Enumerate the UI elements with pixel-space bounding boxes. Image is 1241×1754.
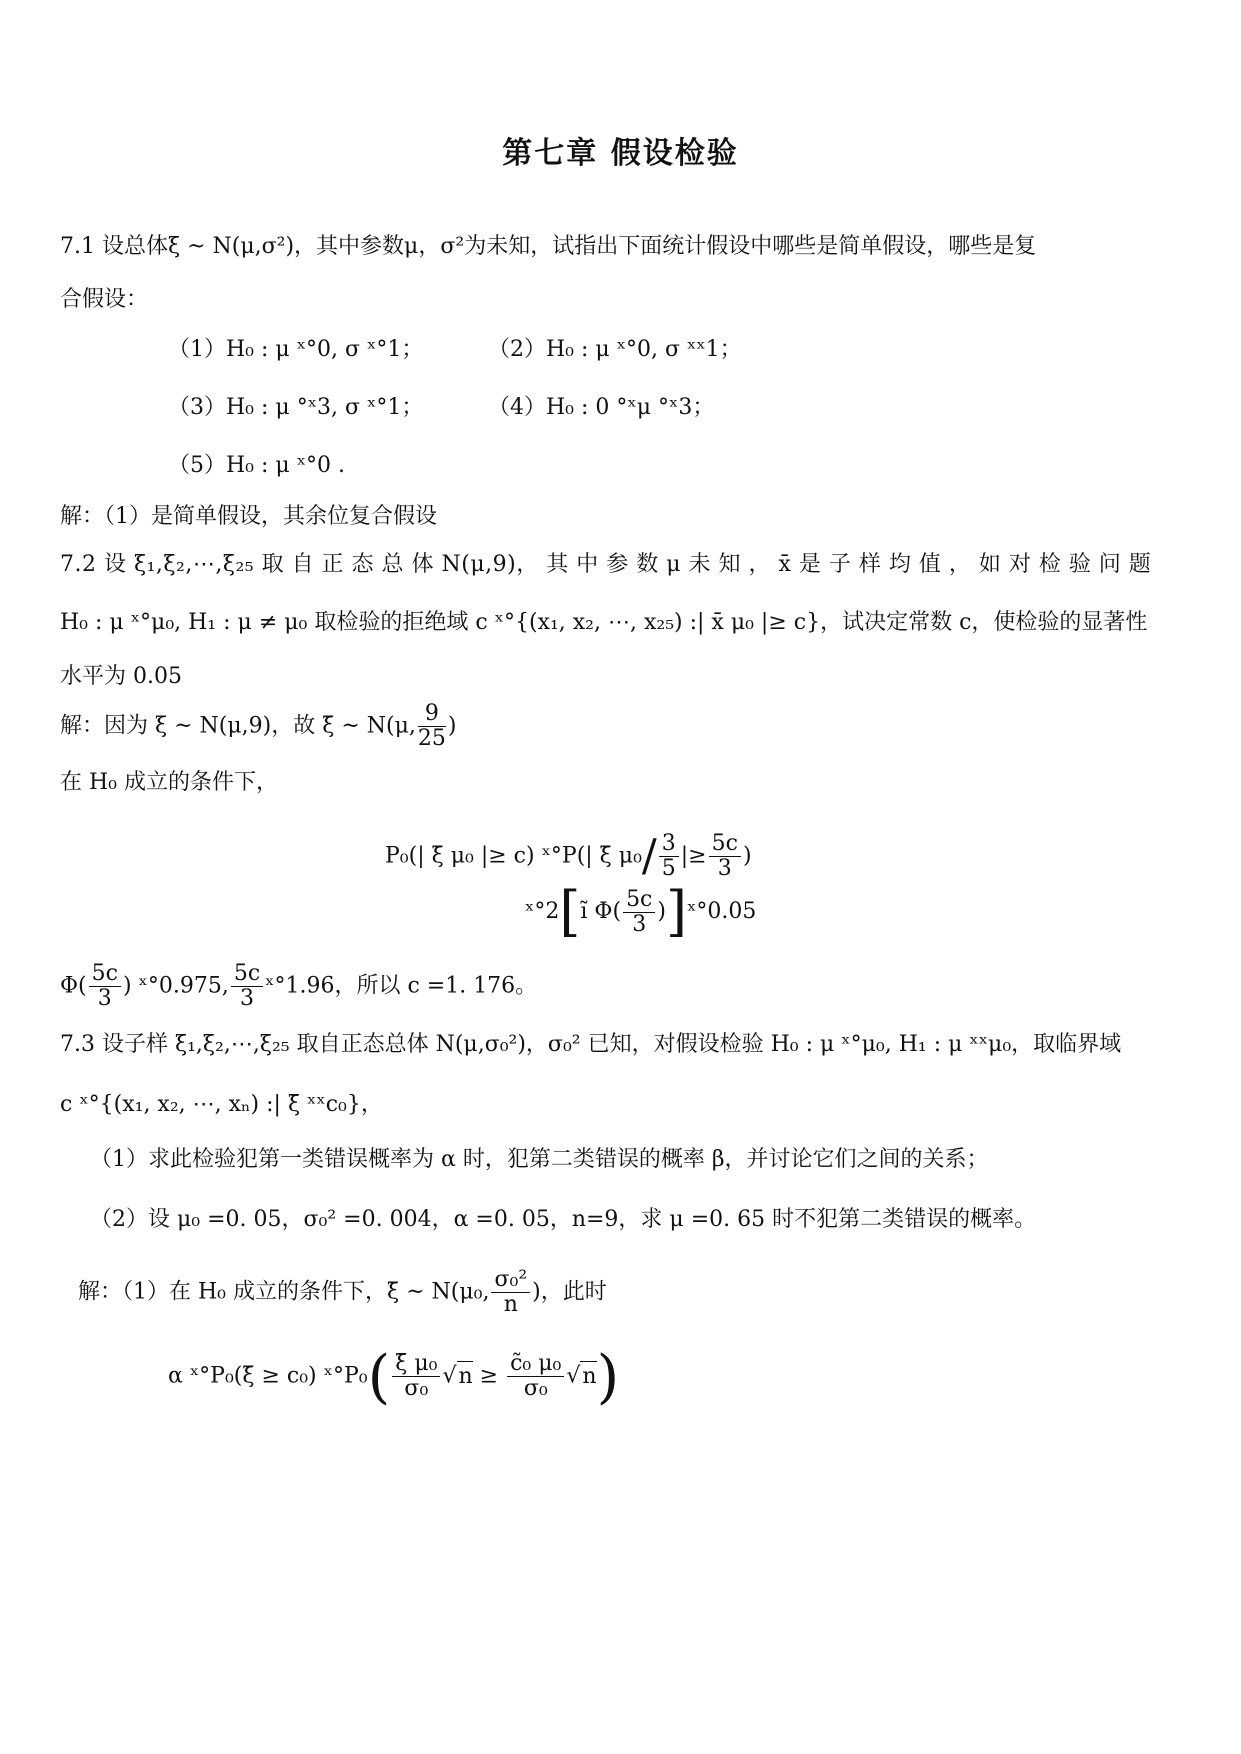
fraction-denominator: 3 — [717, 856, 732, 881]
eq2-fraction-5c-3 — [623, 888, 655, 937]
eq1-end: ) — [742, 843, 752, 869]
fraction-denominator: 3 — [239, 986, 254, 1011]
alpha-left: α ˣ°P₀(ξ̄ ≥ c₀) ˣ°P₀ — [168, 1363, 368, 1389]
problem-7-2-line2: H₀ : μ ˣ°μ₀, H₁ : μ ≠ μ₀ 取检验的拒绝域 c ˣ°{(x₁, x₂, ⋯, x₂₅) :| x̄ μ₀ |≥ c}，试决定常数 c，使检验的显著性 — [60, 610, 1148, 635]
fraction-numerator: 5c — [623, 888, 655, 913]
fraction-denominator: 5 — [661, 856, 676, 881]
result-fraction-5c-3 — [89, 962, 121, 1011]
problem-7-2-result — [60, 962, 1190, 1011]
result-fraction-5c-3-b — [231, 962, 263, 1011]
fraction-9-25 — [418, 702, 446, 751]
problem-7-1-intro: 7.1 设总体ξ ~ N(μ,σ²)，其中参数μ，σ²为未知，试指出下面统计假设中哪些是简单假设，哪些是复 — [60, 234, 1037, 259]
hypothesis-5: （5）H₀ : μ ˣ°0 . — [168, 453, 345, 478]
fraction-numerator: σ₀² — [491, 1268, 530, 1293]
equation-probability-1: P₀(| ξ̄ μ₀ |≥ c) ˣ°P(| ξ̄ μ₀/ $\frac{3}{5}$ |≥ $\frac{5c}{3}$ ) — [385, 830, 752, 882]
problem-7-3-line2: c ˣ°{(x₁, x₂, ⋯, xₙ) :| ξ̄ ˣˣc₀}， — [60, 1092, 383, 1117]
eq2-right: ˣ°0.05 — [687, 899, 757, 924]
fraction-sigma-n — [491, 1268, 530, 1317]
result-phi: Φ( — [60, 973, 87, 999]
fraction-numerator: 3 — [659, 832, 679, 857]
hypothesis-3: （3）H₀ : μ °ˣ3, σ ˣ°1； — [168, 395, 424, 420]
alpha-fraction-2 — [507, 1352, 564, 1401]
sqrt-n: n — [580, 1361, 596, 1392]
hypothesis-4: （4）H₀ : 0 °ˣμ °ˣ3； — [488, 395, 715, 420]
solution-close: ) — [447, 713, 457, 739]
alpha-fraction-1 — [392, 1352, 440, 1401]
fraction-denominator: σ₀ — [404, 1376, 429, 1401]
eq2-close: ) — [657, 899, 666, 924]
hypothesis-1: （1）H₀ : μ ˣ°0, σ ˣ°1； — [168, 337, 424, 362]
fraction-denominator: 3 — [97, 986, 112, 1011]
fraction-numerator: 5c — [709, 832, 741, 857]
eq1-mid: |≥ — [680, 843, 707, 869]
result-conclusion: ˣ°1.96，所以 c =1. 176。 — [265, 973, 538, 999]
fraction-numerator: 5c — [89, 962, 121, 987]
sqrt-n: n — [457, 1361, 473, 1392]
problem-7-2-line3: 水平为 0.05 — [60, 664, 182, 689]
problem-7-3-question-1: （1）求此检验犯第一类错误概率为 α 时，犯第二类错误的概率 β，并讨论它们之间的关系； — [90, 1147, 989, 1172]
solution-text: 解：因为 ξ ~ N(μ,9)，故 ξ̄ ~ N(μ, — [60, 713, 416, 739]
equation-alpha: α ˣ°P₀(ξ̄ ≥ c₀) ˣ°P₀( $\frac{\text{ξ̄ μ₀}}{\text{σ₀}}$ √n ≥ $\frac{\text{c̃₀ μ₀}}{\text{σ₀}}$ √n) — [168, 1342, 620, 1411]
problem-7-1-answer: 解：（1）是简单假设，其余位复合假设 — [60, 504, 437, 529]
eq2-left: ˣ°2 — [525, 899, 560, 924]
fraction-numerator: c̃₀ μ₀ — [507, 1352, 564, 1377]
fraction-denominator: n — [503, 1292, 518, 1317]
fraction-denominator: 25 — [417, 726, 446, 751]
solution-suffix: )，此时 — [532, 1279, 607, 1305]
fraction-numerator: 5c — [231, 962, 263, 987]
problem-7-3-line1: 7.3 设子样 ξ₁,ξ₂,⋯,ξ₂₅ 取自正态总体 N(μ,σ₀²)，σ₀² 已知，对假设检验 H₀ : μ ˣ°μ₀, H₁ : μ ˣˣμ₀，取临界域 — [60, 1032, 1122, 1057]
problem-7-2-line1: 7.2 设 ξ₁,ξ₂,⋯,ξ₂₅ 取 自 正 态 总 体 N(μ,9)， 其 中 参 数 μ 未 知 ， x̄ 是 子 样 均 值 ， 如 对 检 验 问 题 — [60, 552, 1152, 577]
eq1-left: P₀(| ξ̄ μ₀ |≥ c) ˣ°P(| ξ̄ μ₀ — [385, 843, 642, 869]
problem-7-3-solution — [78, 1268, 1208, 1317]
solution-text: 解：（1）在 H₀ 成立的条件下，ξ̄ ~ N(μ₀, — [78, 1279, 490, 1305]
eq2-inner: ĩ Φ( — [580, 899, 622, 924]
alpha-ge: ≥ — [479, 1363, 499, 1389]
result-value: ) ˣ°0.975, — [122, 973, 229, 999]
problem-7-1-intro-cont: 合假设： — [60, 287, 149, 312]
problem-7-2-solution — [60, 702, 1190, 751]
eq1-fraction-3-5 — [659, 832, 679, 881]
eq1-fraction-5c-3 — [709, 832, 741, 881]
problem-7-3-question-2: （2）设 μ₀ =0. 05，σ₀² =0. 004，α =0. 05，n=9，求 μ =0. 65 时不犯第二类错误的概率。 — [90, 1207, 1037, 1232]
fraction-numerator: 9 — [418, 702, 446, 727]
condition-text: 在 H₀ 成立的条件下， — [60, 770, 278, 795]
hypothesis-2: （2）H₀ : μ ˣ°0, σ ˣˣ1； — [488, 337, 742, 362]
equation-probability-2: ˣ°2[ĩ Φ( $\frac{5c}{3}$ )]ˣ°0.05 — [525, 880, 757, 943]
chapter-title: 第七章 假设检验 — [502, 136, 739, 171]
fraction-numerator: ξ̄ μ₀ — [392, 1352, 440, 1377]
fraction-denominator: σ₀ — [523, 1376, 548, 1401]
fraction-denominator: 3 — [632, 911, 647, 937]
